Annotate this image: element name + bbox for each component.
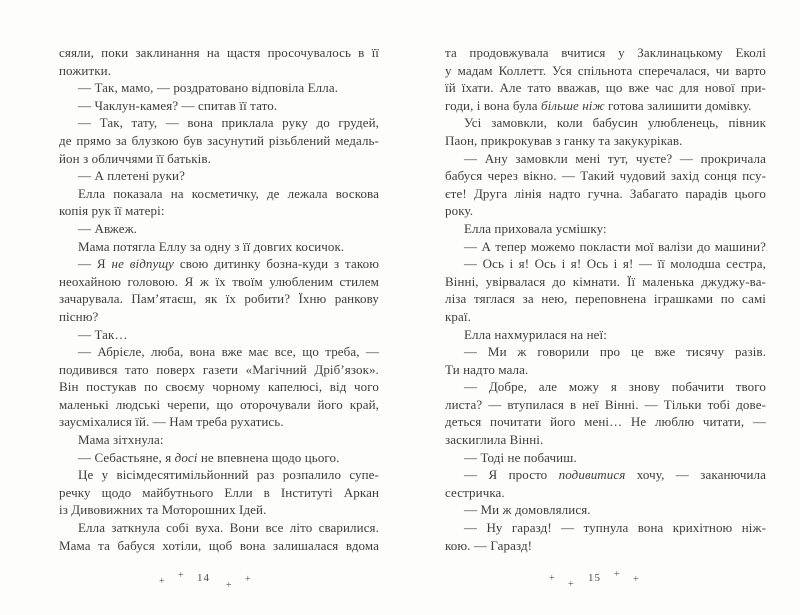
text-line xyxy=(445,273,766,291)
body-text: ліза тяглася за нею, переповнена іграшками по самі xyxy=(445,291,766,307)
text-line xyxy=(445,220,766,238)
text-line xyxy=(59,62,379,80)
text-line xyxy=(59,431,379,449)
body-text: Елла нахмурилася на неї: xyxy=(464,326,607,342)
body-text: Вінні, увірвалася до кімнати. Її маленька джуджу-ва- xyxy=(445,273,766,289)
body-text: — Абрієле, люба, вона вже має все, що треба, — xyxy=(78,344,379,360)
body-text: краї. xyxy=(445,308,471,324)
text-line xyxy=(445,308,766,326)
text-line xyxy=(445,79,766,97)
text-line xyxy=(445,97,766,115)
text-line xyxy=(59,97,379,115)
body-text: заскиглила Вінні. xyxy=(445,432,544,448)
body-text: пісню? xyxy=(59,308,99,324)
text-line xyxy=(59,202,379,220)
body-text: Він постукав по своєму чорному капелюсі, від чого xyxy=(59,379,379,395)
emphasized-text: подивитися xyxy=(558,467,626,483)
page-number-right: 15 xyxy=(588,572,601,584)
page-left xyxy=(59,0,379,615)
body-text: — Тоді не побачиш. xyxy=(464,449,577,465)
text-line xyxy=(59,519,379,537)
body-text: Це у вісімдесятимільйонний раз розпалило супе- xyxy=(78,467,379,483)
body-text: — А плетені руки? xyxy=(78,168,185,184)
body-text: єте! Друга лінія надто гучна. Забагато парадів цього xyxy=(445,185,766,201)
text-line xyxy=(445,378,766,396)
body-text: не впевнена щодо цього. xyxy=(197,449,340,465)
body-text: свою дитинку бозна-куди з такою xyxy=(174,256,379,272)
text-line xyxy=(445,290,766,308)
body-text: Мама та бабуся хотіли, щоб вона залишалася вдома xyxy=(59,537,379,553)
text-line xyxy=(59,132,379,150)
text-line xyxy=(445,238,766,256)
text-line xyxy=(59,449,379,467)
body-text: йон з обличчями її батьків. xyxy=(59,150,211,166)
body-text: маленькі людські черепи, що оторочували його край, xyxy=(59,396,379,412)
body-text: Мама потягла Еллу за одну з її довгих косичок. xyxy=(78,238,345,254)
body-text: — Добре, але можу я знову побачити твого xyxy=(464,379,766,395)
body-text: листа? — втупилася в неї Вінні. — Тільки тобі дове- xyxy=(445,396,766,412)
text-line xyxy=(445,537,766,555)
text-line xyxy=(445,413,766,431)
text-line xyxy=(445,326,766,344)
text-line xyxy=(445,255,766,273)
body-text: — Так… xyxy=(78,326,128,342)
text-line xyxy=(59,466,379,484)
text-line xyxy=(445,431,766,449)
ornament-plus-icon: + xyxy=(178,570,184,581)
text-line xyxy=(445,484,766,502)
text-line xyxy=(445,343,766,361)
text-line xyxy=(445,132,766,150)
page-right-text-block xyxy=(445,44,766,554)
body-text: їй їхати. Але тато вважав, що вже час для нової при- xyxy=(445,80,766,96)
body-text: — Авжеж. xyxy=(78,220,138,236)
body-text: Паон, прикрокував з ганку та закукурікав. xyxy=(445,132,683,148)
text-line xyxy=(59,326,379,344)
body-text: та продовжувала вчитися у Заклинацькому Еколі xyxy=(445,45,766,60)
body-text: у мадам Коллетт. Уся спільнота сперечалася, чи варто xyxy=(445,62,766,78)
text-line xyxy=(445,202,766,220)
text-line xyxy=(59,537,379,555)
text-line xyxy=(59,273,379,291)
text-line xyxy=(59,167,379,185)
body-text: деться почитати його мені… Не люблю читати, — xyxy=(445,414,766,430)
body-text: Елла показала на косметичку, де лежала воскова xyxy=(78,185,379,201)
text-line xyxy=(59,114,379,132)
text-line xyxy=(445,62,766,80)
text-line xyxy=(445,519,766,537)
body-text: хочу, — заканючила xyxy=(625,467,766,483)
body-text: подивився тато поверх газети «Магічний Дріб’язок». xyxy=(59,361,379,377)
body-text: Елла заткнула собі вуха. Вони все літо сварилися. xyxy=(78,520,379,536)
body-text: кою. — Гаразд! xyxy=(445,537,533,553)
text-line xyxy=(59,378,379,396)
body-text: — Ану замовкли мені тут, чуєте? — прокричала xyxy=(464,150,766,166)
body-text: Ти надто мала. xyxy=(445,361,529,377)
text-line xyxy=(59,396,379,414)
text-line xyxy=(59,150,379,168)
text-line xyxy=(445,44,766,62)
body-text: — Так, мамо, — роздратовано відповіла Елла. xyxy=(78,80,339,96)
text-line xyxy=(59,79,379,97)
text-line xyxy=(445,449,766,467)
text-line xyxy=(59,343,379,361)
body-text: — Чаклун-камея? — спитав її тато. xyxy=(78,97,278,113)
body-text: — Я просто xyxy=(464,467,559,483)
body-text: — Ну гаразд! — тупнула вона крихітною ніж- xyxy=(464,520,766,536)
body-text: — Ось і я! Ось і я! Ось і я! — її молодша сестра, xyxy=(464,256,766,272)
body-text: із Дивовижних та Моторошних Ідей. xyxy=(59,502,267,518)
body-text: сяяли, поки заклинання на щастя просочувалось в її xyxy=(59,45,379,60)
text-line xyxy=(59,413,379,431)
page-number-left: 14 xyxy=(197,572,210,584)
page-left-text-block xyxy=(59,44,379,554)
ornament-plus-icon: + xyxy=(245,574,251,585)
body-text: годи, і вона була xyxy=(445,97,541,113)
text-line xyxy=(59,501,379,519)
emphasized-text: не відпущу xyxy=(111,256,175,272)
body-text: зачарувала. Пам’ятаєш, як їх робити? Їхню ранкову xyxy=(59,291,379,307)
body-text: — Так, тату, — вона приклала руку до грудей, xyxy=(78,115,379,131)
emphasized-text: більше ніж xyxy=(540,97,605,113)
body-text: пожитки. xyxy=(59,62,112,78)
text-line xyxy=(59,44,379,62)
body-text: Елла приховала усмішку: xyxy=(464,220,607,236)
emphasized-text: досі xyxy=(174,449,198,465)
text-line xyxy=(59,220,379,238)
body-text: — Ми ж домовлялися. xyxy=(464,502,591,518)
body-text: копія рук її матері: xyxy=(59,203,165,219)
text-line xyxy=(445,185,766,203)
text-line xyxy=(445,114,766,132)
text-line xyxy=(59,185,379,203)
text-line xyxy=(445,361,766,379)
body-text: бабуся через вікно. — Такий чудовий захід сонця псу- xyxy=(445,168,766,184)
page-right-footer xyxy=(445,568,766,590)
body-text: — Ми ж говорили про це вже тисячу разів. xyxy=(464,344,766,360)
text-line xyxy=(59,361,379,379)
text-line xyxy=(59,238,379,256)
ornament-plus-icon: + xyxy=(633,574,639,585)
text-line xyxy=(59,308,379,326)
body-text: неохайною головою. Я ж їх твоїм улюбленим стилем xyxy=(59,273,379,289)
body-text: готова залишити домівку. xyxy=(604,97,752,113)
text-line xyxy=(445,466,766,484)
ornament-plus-icon: + xyxy=(226,580,232,591)
ornament-plus-icon: + xyxy=(568,579,574,590)
text-line xyxy=(59,255,379,273)
body-text: речку щодо майбутнього Елли в Інституті Аркан xyxy=(59,484,379,500)
ornament-plus-icon: + xyxy=(614,569,620,580)
body-text: сестричка. xyxy=(445,484,505,500)
ornament-plus-icon: + xyxy=(159,576,165,587)
body-text: — Я xyxy=(78,256,112,272)
body-text: — А тепер можемо покласти мої валізи до машини? xyxy=(464,238,766,254)
body-text: — Себастьяне, я xyxy=(78,449,175,465)
text-line xyxy=(59,484,379,502)
page-right xyxy=(445,0,766,615)
text-line xyxy=(445,167,766,185)
text-line xyxy=(445,150,766,168)
ornament-plus-icon: + xyxy=(549,573,555,584)
body-text: де прямо за блузкою був засунутий різьблений медаль- xyxy=(59,132,379,148)
text-line xyxy=(59,290,379,308)
body-text: року. xyxy=(445,203,474,219)
body-text: Усі замовкли, коли бабусин улюбленець, півник xyxy=(464,115,766,131)
page-left-footer xyxy=(59,568,379,590)
body-text: заусміхалися їй. — Нам треба рухатись. xyxy=(59,414,284,430)
text-line xyxy=(445,396,766,414)
text-line xyxy=(445,501,766,519)
body-text: Мама зітхнула: xyxy=(78,432,164,448)
